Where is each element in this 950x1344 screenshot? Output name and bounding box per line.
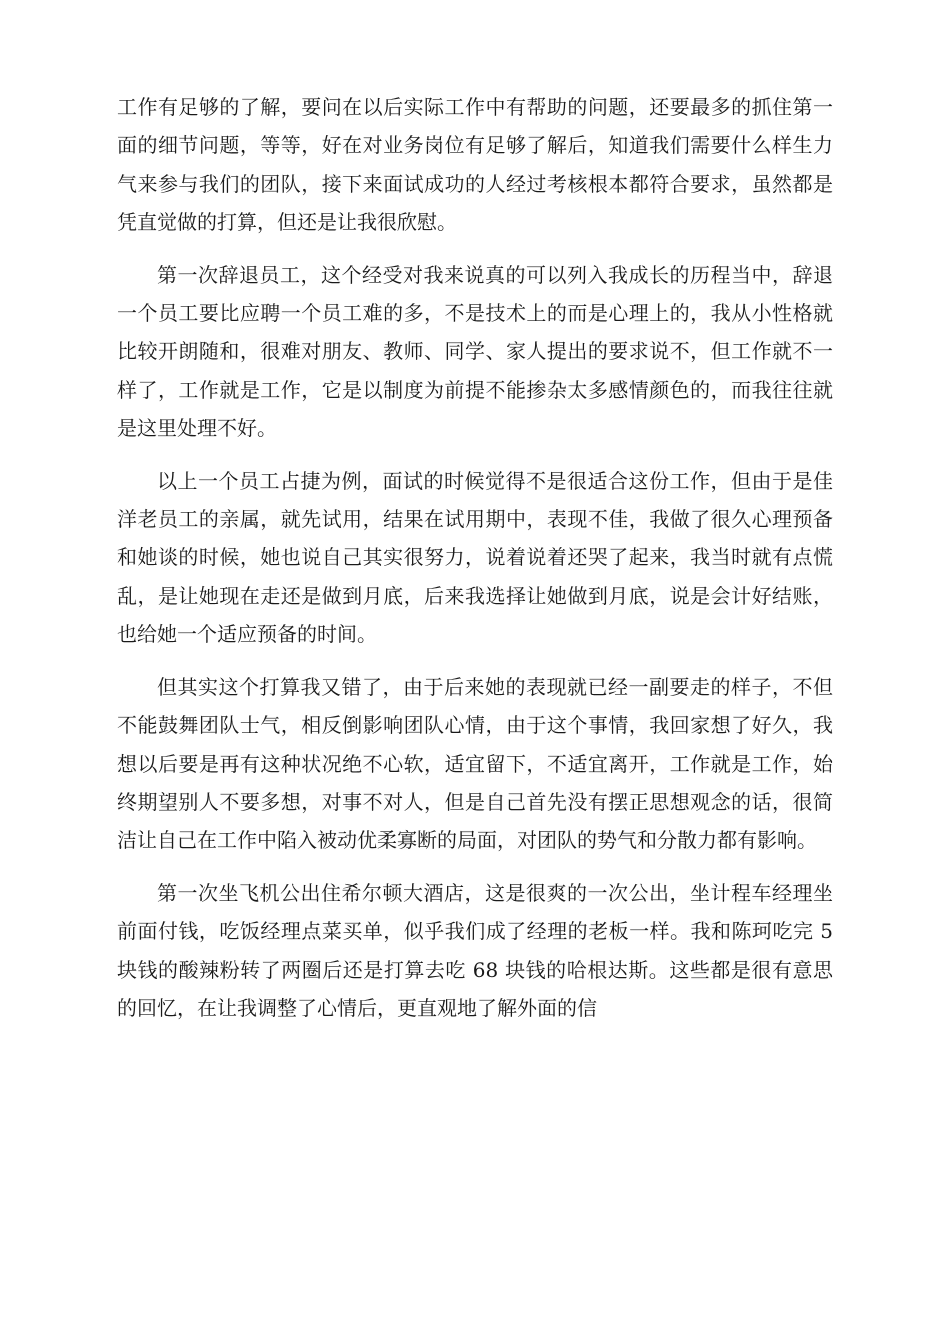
paragraph-4: 但其实这个打算我又错了，由于后来她的表现就已经一副要走的样子，不但不能鼓舞团队士气，相反倒影响团队心情，由于这个事情，我回家想了好久，我想以后要是再有这种状况绝不心软，适宜留下，不适宜离开，工作就是工作，始终期望别人不要多想，对事不对人，但是自己首先没有摆正思想观念的话，很简洁让自己在工作中陷入被动优柔寡断的局面，对团队的势气和分散力都有影响。 bbox=[117, 674, 833, 853]
paragraph-2: 第一次辞退员工，这个经受对我来说真的可以列入我成长的历程当中，辞退一个员工要比应聘一个员工难的多，不是技术上的而是心理上的，我从小性格就比较开朗随和，很难对朋友、教师、同学、家人提出的要求说不，但工作就不一样了，工作就是工作，它是以制度为前提不能掺杂太多感情颜色的，而我往往就是这里处理不好。 bbox=[117, 262, 833, 441]
paragraph-3: 以上一个员工占捷为例，面试的时候觉得不是很适合这份工作，但由于是佳洋老员工的亲属，就先试用，结果在试用期中，表现不佳，我做了很久心理预备和她谈的时候，她也说自己其实很努力，说着说着还哭了起来，我当时就有点慌乱，是让她现在走还是做到月底，后来我选择让她做到月底，说是会计好结账，也给她一个适应预备的时间。 bbox=[117, 468, 833, 647]
document-page bbox=[117, 88, 833, 1041]
paragraph-1: 工作有足够的了解，要问在以后实际工作中有帮助的问题，还要最多的抓住第一面的细节问题，等等，好在对业务岗位有足够了解后，知道我们需要什么样生力气来参与我们的团队，接下来面试成功的人经过考核根本都符合要求，虽然都是凭直觉做的打算，但还是让我很欣慰。 bbox=[117, 95, 833, 235]
paragraph-5: 第一次坐飞机公出住希尔顿大酒店，这是很爽的一次公出，坐计程车经理坐前面付钱，吃饭经理点菜买单，似乎我们成了经理的老板一样。我和陈珂吃完 5 块钱的酸辣粉转了两圈后还是打算去吃 68 块钱的哈根达斯。这些都是很有意思的回忆，在让我调整了心情后，更直观地了解外面的信 bbox=[117, 880, 833, 1020]
